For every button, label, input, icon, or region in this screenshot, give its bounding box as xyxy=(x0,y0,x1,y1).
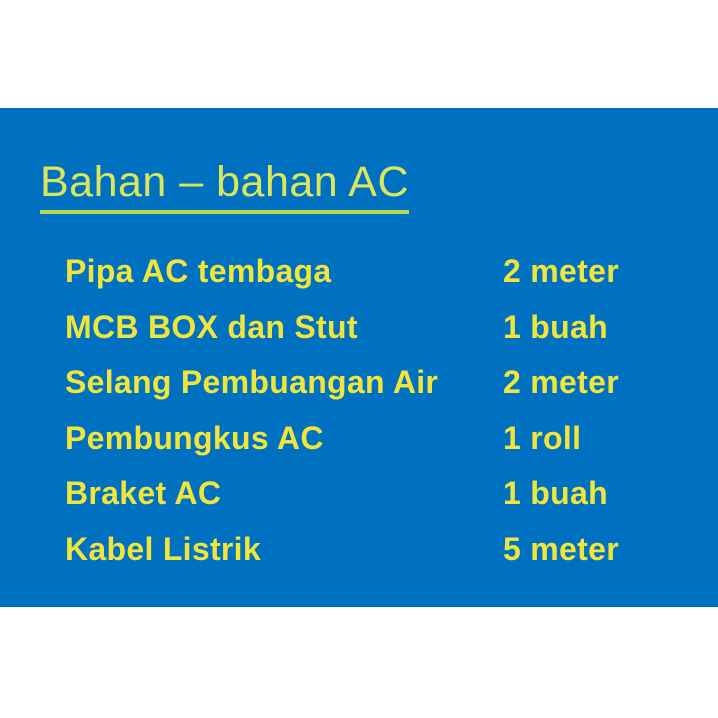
material-quantity: 2 meter xyxy=(503,253,619,289)
slide-blue-panel xyxy=(0,108,718,607)
material-quantity: 5 meter xyxy=(503,530,619,567)
material-quantity: 1 buah xyxy=(503,308,608,345)
material-name: Kabel Listrik xyxy=(65,530,261,567)
material-row-selang-pembuangan xyxy=(65,355,665,411)
material-quantity: 2 meter xyxy=(503,364,619,400)
material-name: Pembungkus AC xyxy=(65,419,324,456)
material-quantity: 1 roll xyxy=(503,419,582,456)
material-quantity: 1 buah xyxy=(503,475,608,511)
material-row-mcb-box xyxy=(65,300,665,356)
material-row-kabel-listrik xyxy=(65,522,665,578)
material-row-braket-ac xyxy=(65,466,665,522)
material-name: Braket AC xyxy=(65,475,222,511)
material-name: Selang Pembuangan Air xyxy=(65,364,439,400)
materials-list xyxy=(65,244,665,577)
material-name: MCB BOX dan Stut xyxy=(65,308,358,345)
material-row-pembungkus-ac xyxy=(65,411,665,467)
slide-title: Bahan – bahan AC xyxy=(40,160,409,214)
material-name: Pipa AC tembaga xyxy=(65,253,332,289)
material-row-pipa-ac xyxy=(65,244,665,300)
